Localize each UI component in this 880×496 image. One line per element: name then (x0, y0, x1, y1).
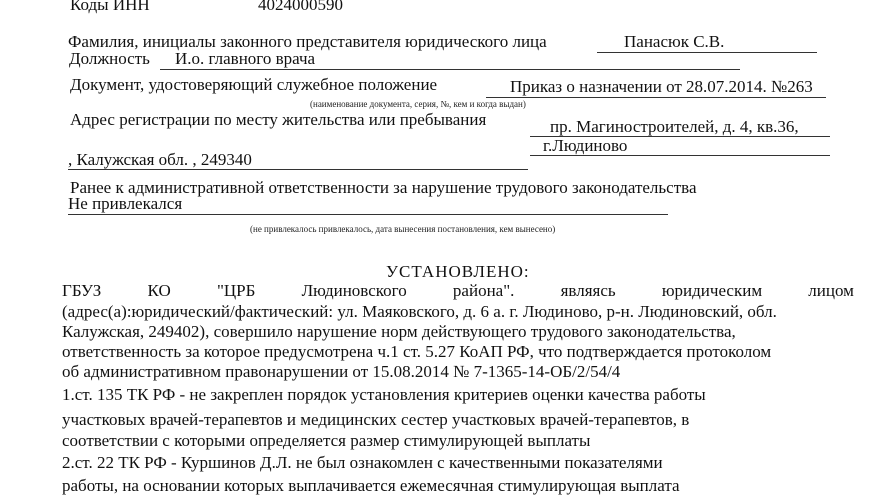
line1-word: ГБУЗ (62, 281, 102, 300)
position-label: Должность (69, 49, 150, 68)
line1-word: лицом (808, 281, 854, 300)
representative-underline (597, 52, 817, 53)
line1-word: "ЦРБ (216, 281, 256, 300)
address-label: Адрес регистрации по месту жительства или пребывания (70, 110, 487, 129)
address-value-1: пр. Магиностроителей, д. 4, кв.36, (550, 117, 799, 136)
body-line-5: об административном правонарушении от 15.08.2014 № 7-1365-14-ОБ/2/54/4 (62, 362, 621, 381)
line1-word: юридическим (661, 281, 763, 300)
line1-word: КО (147, 281, 171, 300)
document-label: Документ, удостоверяющий служебное положение (70, 75, 438, 94)
document-value: Приказ о назначении от 28.07.2014. №263 (510, 77, 813, 96)
address-value-3: , Калужская обл. , 249340 (68, 150, 252, 169)
section-heading: УСТАНОВЛЕНО: (386, 262, 530, 281)
address-underline-3 (68, 169, 528, 170)
representative-label: Фамилия, инициалы законного представителя юридического лица (68, 32, 547, 51)
position-underline (160, 69, 740, 70)
justified-line-1 (62, 281, 854, 301)
line1-word: района". (452, 281, 515, 300)
body-line-6: 1.ст. 135 ТК РФ - не закреплен порядок установления критериев оценки качества работы (62, 385, 706, 404)
inn-value: 4024000590 (258, 0, 343, 14)
address-value-2: г.Людиново (543, 136, 628, 155)
line1-word: являясь (560, 281, 616, 300)
body-line-7: участковых врачей-терапевтов и медицинских сестер участковых врачей-терапевтов, в (62, 410, 690, 429)
representative-value: Панасюк С.В. (624, 32, 725, 51)
document-hint: (наименование документа, серия, №, кем и когда выдан) (310, 99, 526, 109)
prior-underline (68, 214, 668, 215)
address-underline-2 (530, 155, 830, 156)
inn-label: Коды ИНН (70, 0, 150, 14)
prior-hint: (не привлекалось привлекалось, дата вынесения постановления, кем вынесено) (250, 224, 556, 234)
prior-label: Ранее к административной ответственности за нарушение трудового законодательства (70, 178, 697, 197)
body-line-8: соответствии с которыми определяется размер стимулирующей выплаты (62, 431, 591, 450)
body-line-4: ответственность за которое предусмотрена ч.1 ст. 5.27 КоАП РФ, что подтверждается протоколом (62, 342, 772, 361)
body-line-10: работы, на основании которых выплачивается ежемесячная стимулирующая выплата (62, 476, 680, 495)
line1-word: Людиновского (301, 281, 407, 300)
position-value: И.о. главного врача (175, 49, 316, 68)
body-line-3: Калужская, 249402), совершило нарушение норм действующего трудового законодательства, (62, 322, 736, 341)
prior-value: Не привлекался (68, 194, 183, 213)
body-line-9: 2.ст. 22 ТК РФ - Куршинов Д.Л. не был ознакомлен с качественными показателями (62, 453, 663, 472)
body-line-2: (адрес(а):юридический/фактический: ул. Маяковского, д. 6 а. г. Людиново, р-н. Людиновский, обл. (62, 302, 777, 321)
document-underline (486, 97, 826, 98)
